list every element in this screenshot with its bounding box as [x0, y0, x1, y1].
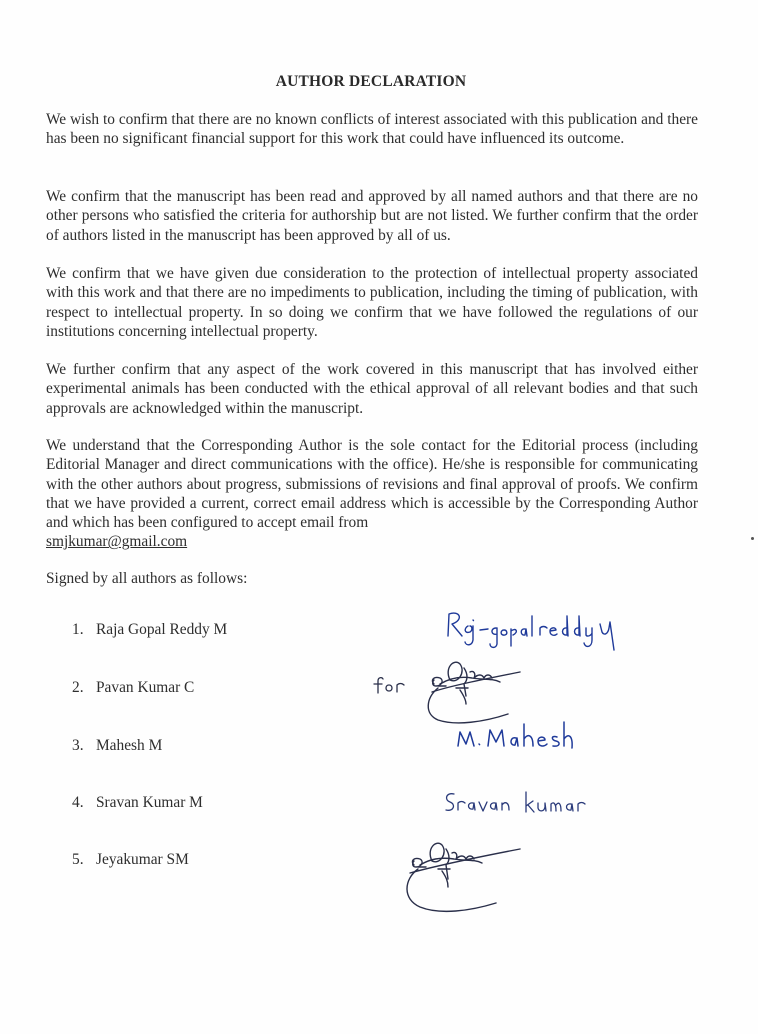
- signature-author-4: [440, 786, 600, 824]
- author-3-number: 3.: [72, 737, 84, 754]
- paragraph-approval: We confirm that the manuscript has been read and approved by all named authors and that there are no other persons who satisfied the criteria for authorship but are not listed. We further confirm that the order of authors listed in the manuscript has been approved by all of us.: [46, 188, 698, 244]
- author-3-name: Mahesh M: [96, 737, 163, 754]
- author-4-number: 4.: [72, 794, 84, 811]
- author-5-name: Jeyakumar SM: [96, 851, 189, 868]
- paragraph-corresponding-author-text: We understand that the Corresponding Author is the sole contact for the Editorial process (including Editorial Manager and direct communications with the office). He/she is responsible for communicating with the other authors about progress, submissions of revisions and final approval of proofs. We confirm that we have provided a current, correct email address which is accessible by the Corresponding Author and which has been configured to accept email from: [46, 437, 698, 532]
- author-1: [72, 621, 227, 639]
- author-3: [72, 737, 162, 755]
- signature-author-1: [440, 606, 630, 656]
- email-link[interactable]: smjkumar@gmail.com: [46, 533, 188, 551]
- author-5: [72, 851, 189, 869]
- author-1-name: Raja Gopal Reddy M: [96, 621, 228, 638]
- author-2-name: Pavan Kumar C: [96, 679, 195, 696]
- document-title: AUTHOR DECLARATION: [275, 73, 467, 90]
- author-1-number: 1.: [72, 621, 84, 638]
- signature-author-2: [420, 650, 530, 728]
- author-4-name: Sravan Kumar M: [96, 794, 203, 811]
- signature-prefix-for: [372, 675, 408, 697]
- paragraph-corresponding-author: [46, 436, 698, 552]
- signature-author-5: [398, 835, 526, 917]
- author-5-number: 5.: [72, 851, 84, 868]
- paragraph-intellectual-property: We confirm that we have given due consideration to the protection of intellectual property associated with this work and that there are no impediments to publication, including the timing of publication, with respect to intellectual property. In so doing we confirm that we have followed the regulations of our institutions concerning intellectual property.: [46, 265, 698, 340]
- author-2-number: 2.: [72, 679, 84, 696]
- paragraph-conflicts: We wish to confirm that there are no known conflicts of interest associated with this publication and there has been no significant financial support for this work that could have influenced its outcome.: [46, 111, 698, 148]
- signed-intro: Signed by all authors as follows:: [46, 570, 248, 587]
- paragraph-ethics: We further confirm that any aspect of the work covered in this manuscript that has involved either experimental animals has been conducted with the ethical approval of all relevant bodies and that such approvals are acknowledged within the manuscript.: [46, 361, 698, 417]
- author-4: [72, 794, 203, 812]
- author-2: [72, 679, 194, 697]
- signature-author-3: [454, 718, 578, 758]
- scan-speck: [751, 537, 754, 540]
